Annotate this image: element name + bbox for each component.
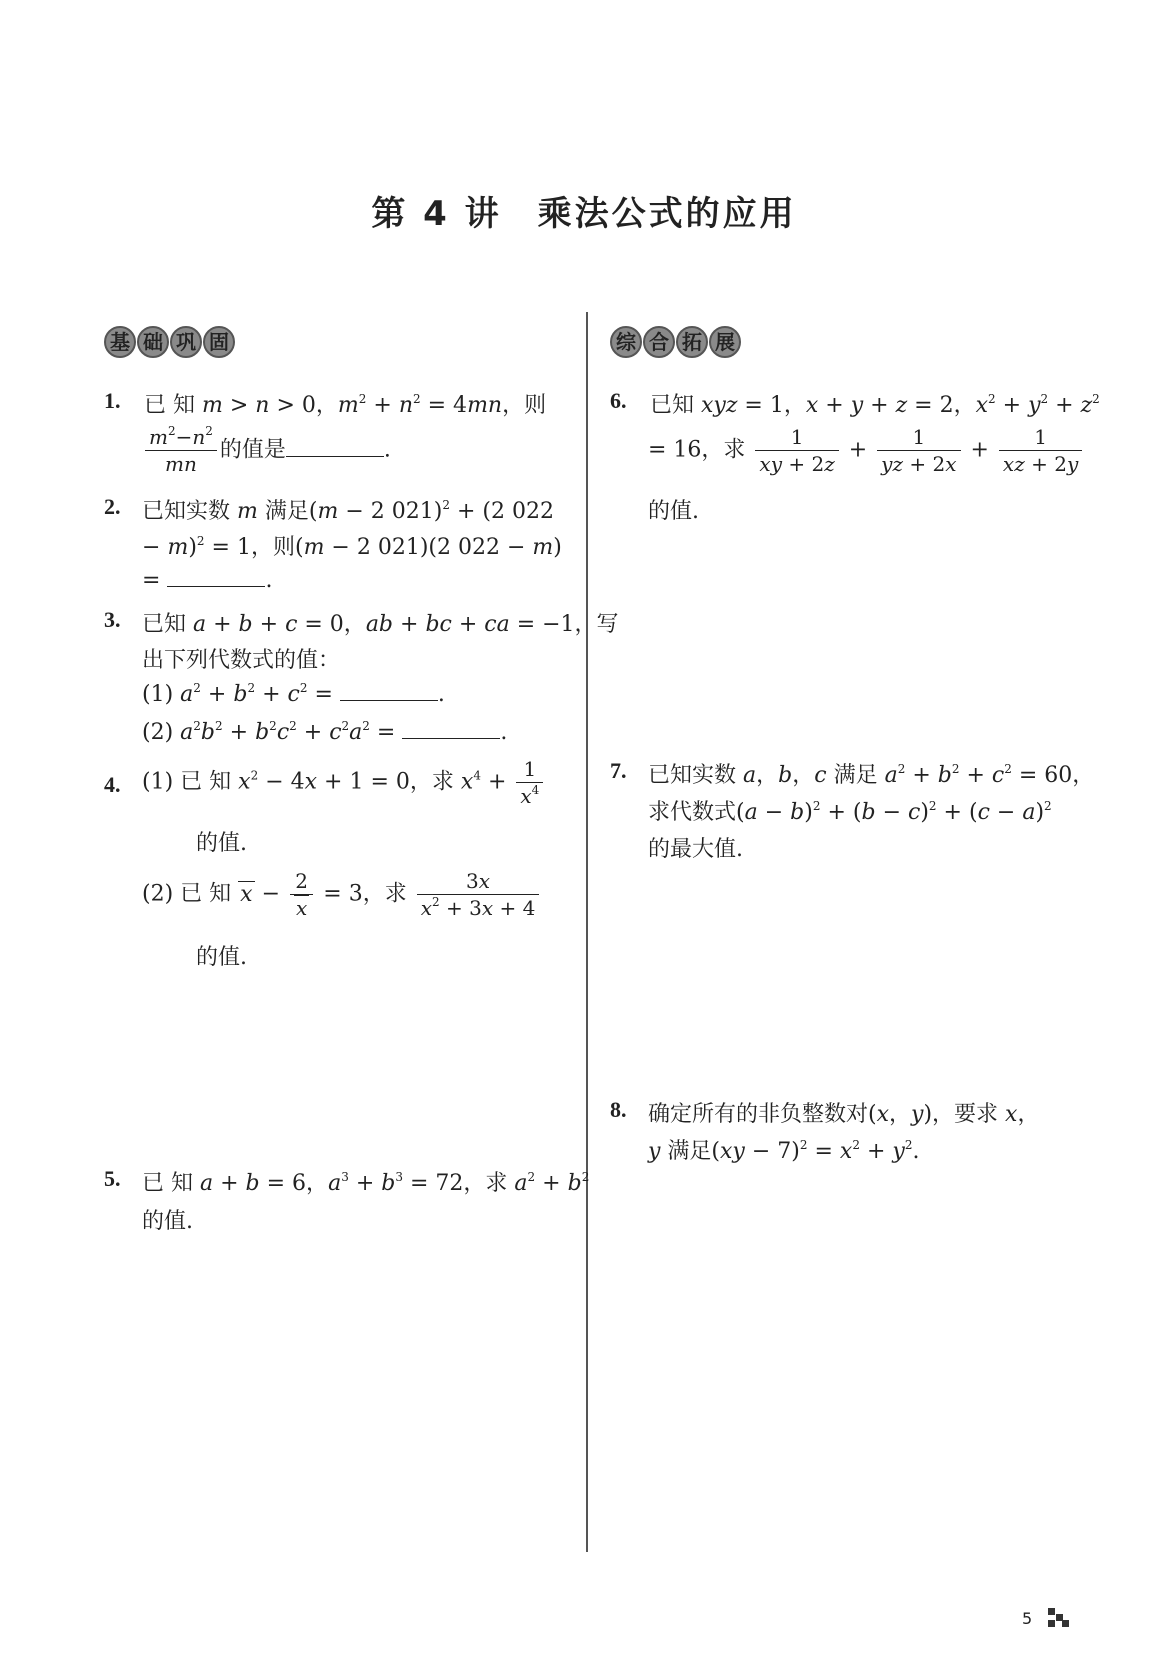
lesson-topic: 乘法公式的应用 [537, 194, 797, 234]
page-title [0, 186, 1168, 235]
lesson-number: 第 4 讲 [371, 194, 502, 234]
page-number: 5 [1022, 1609, 1033, 1628]
section-badge-basic: 基 础 巩 固 [104, 326, 235, 358]
section-badge-extend: 综 合 拓 展 [610, 326, 741, 358]
publisher-logo-icon [1048, 1608, 1070, 1628]
column-divider [586, 312, 588, 1552]
